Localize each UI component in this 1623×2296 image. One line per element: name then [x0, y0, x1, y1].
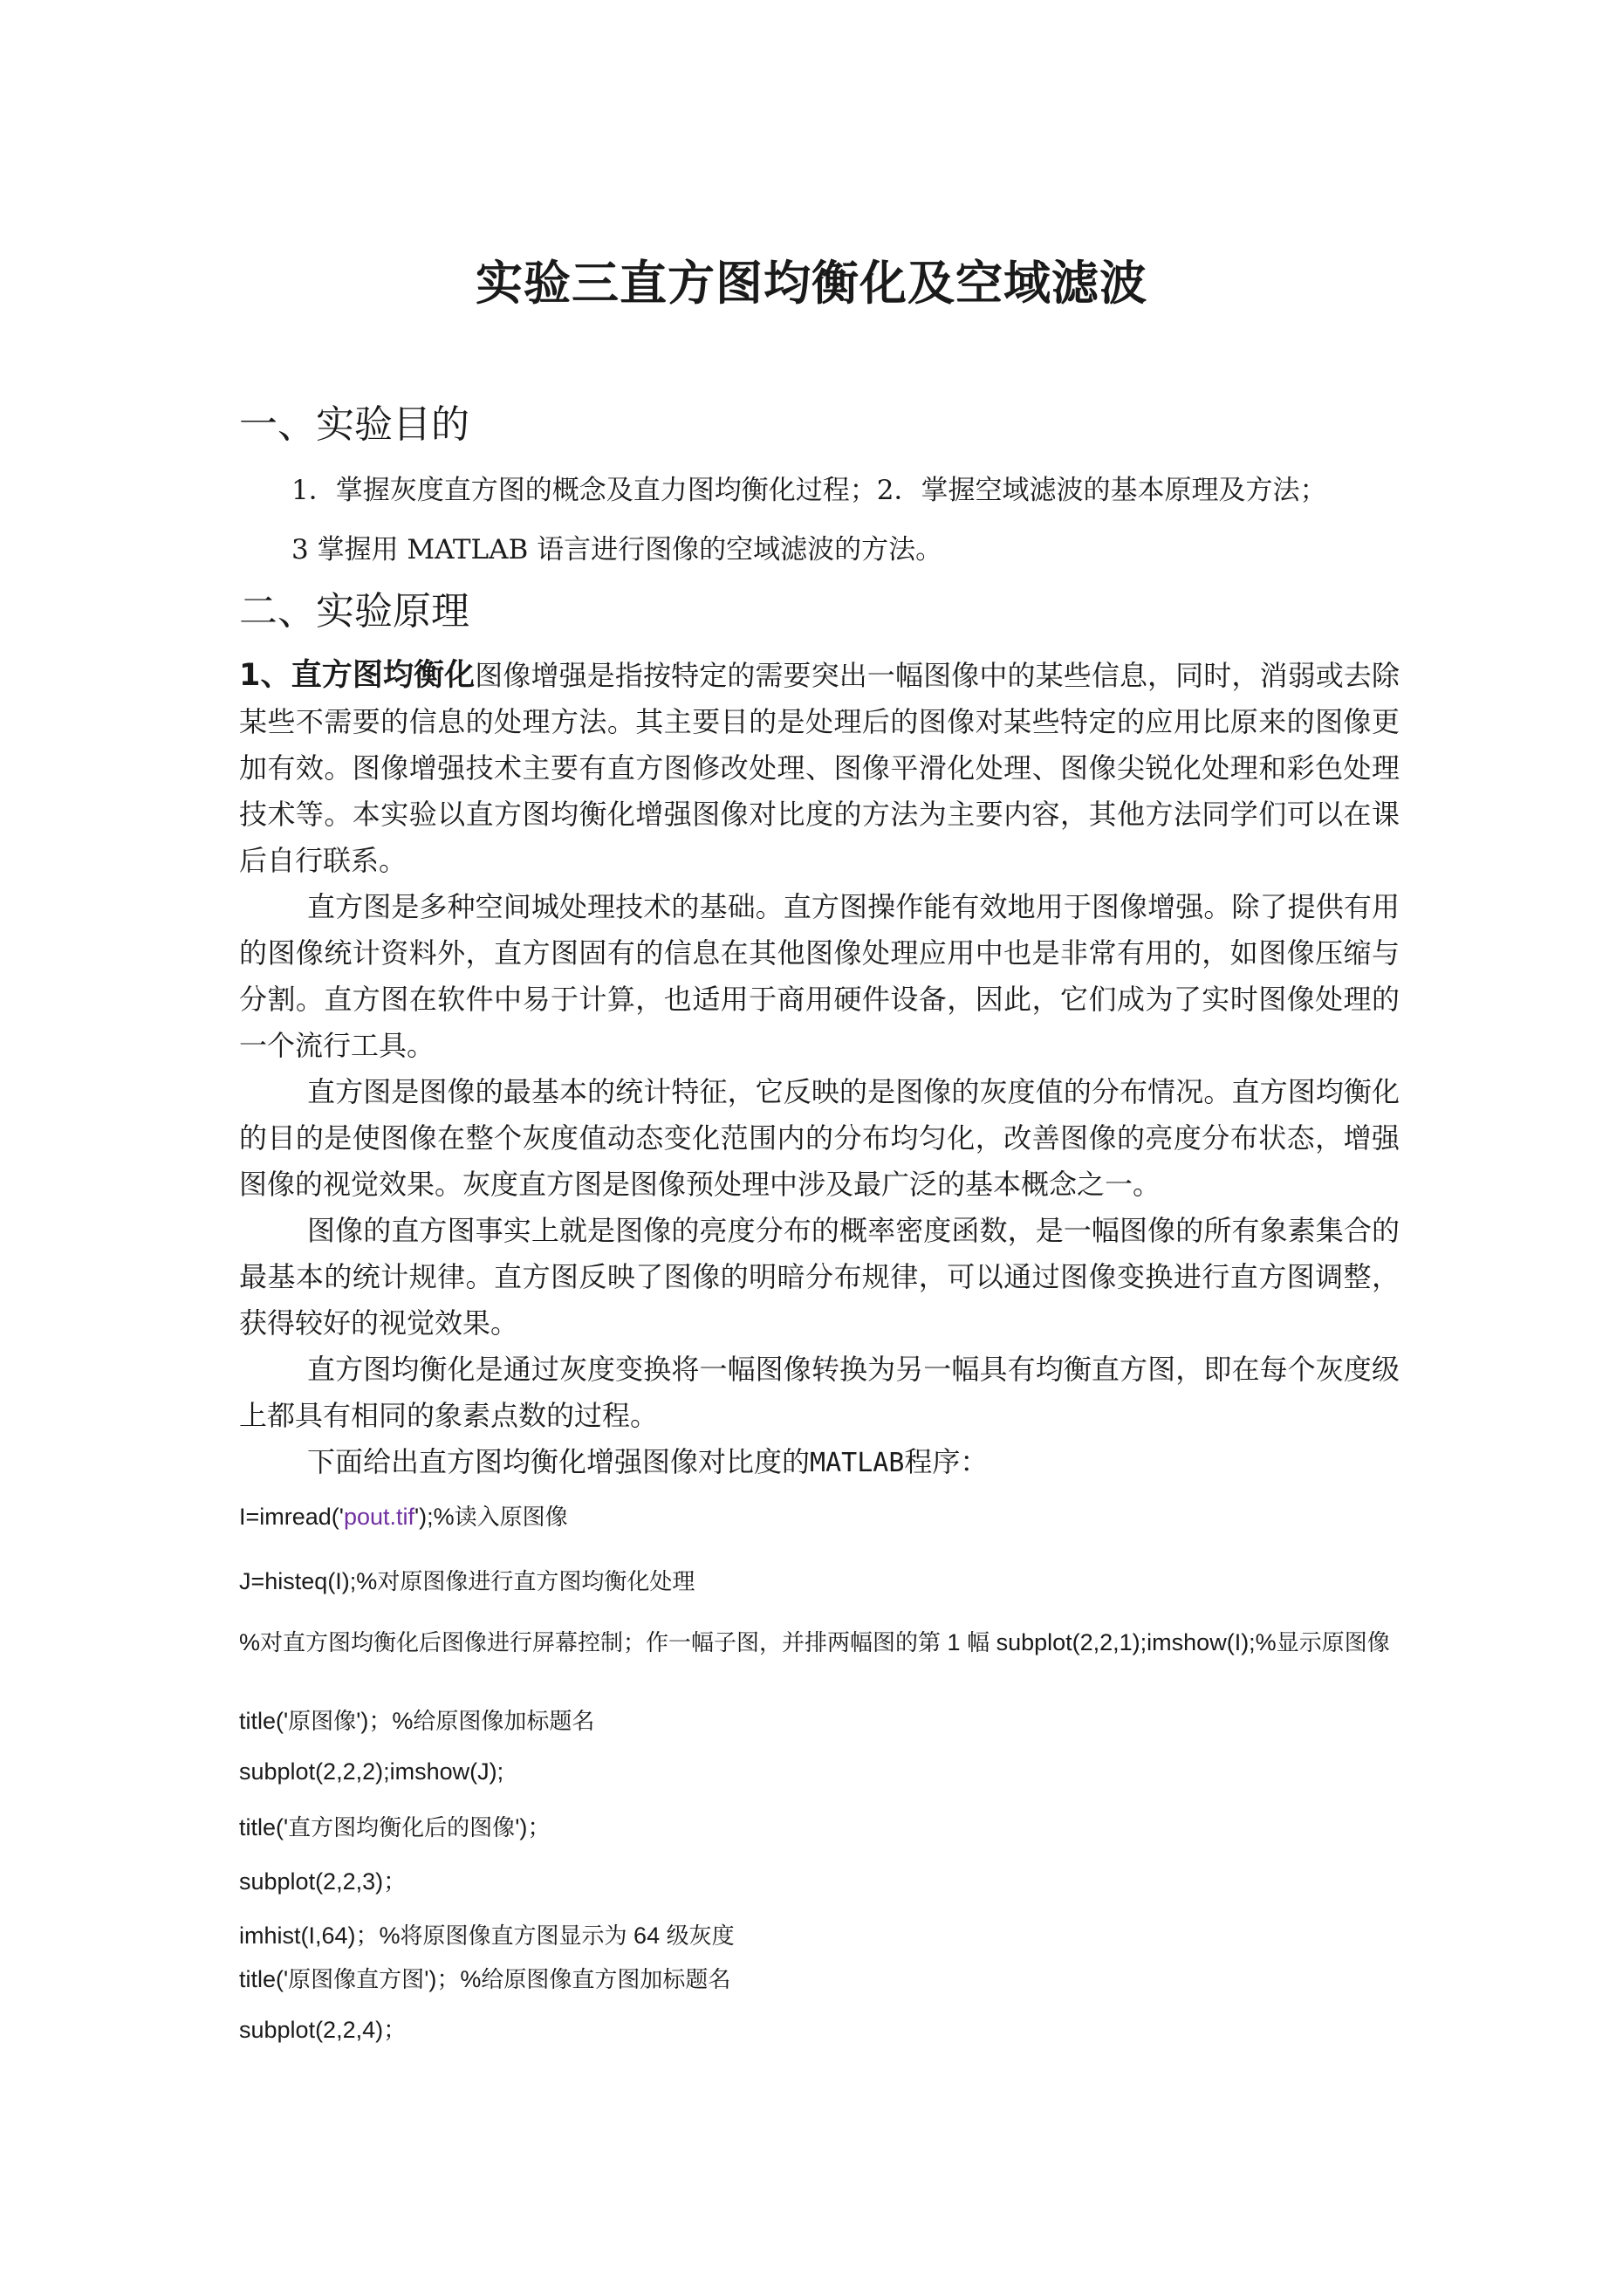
subsection-title: 1、直方图均衡化 — [239, 658, 476, 693]
code-line-5: subplot(2,2,2);imshow(J); — [239, 1758, 504, 1785]
paragraph-4: 图像的直方图事实上就是图像的亮度分布的概率密度函数，是一幅图像的所有象素集合的最基本的统计规律。直方图反映了图像的明暗分布规律，可以通过图像变换进行直方图调整，获得较好的视觉效果。 — [239, 1214, 1400, 1340]
paragraph-5: 直方图均衡化是通过灰度变换将一幅图像转换为另一幅具有均衡直方图，即在每个灰度级上都具有相同的象素点数的过程。 — [239, 1353, 1400, 1432]
objective-line-2: 3 掌握用 MATLAB 语言进行图像的空域滤波的方法。 — [291, 534, 943, 565]
code-line-6: title('直方图均衡化后的图像')； — [239, 1814, 551, 1841]
paragraph-1 — [239, 653, 1400, 884]
document-title: 实验三直方图均衡化及空域滤波 — [476, 256, 1147, 311]
paragraph-6-text-a: 下面给出直方图均衡化增强图像对比度的 — [307, 1445, 811, 1478]
paragraph-2: 直方图是多种空间城处理技术的基础。直方图操作能有效地用于图像增强。除了提供有用的图像统计资料外，直方图固有的信息在其他图像处理应用中也是非常有用的，如图像压缩与分割。直方图在软件中易于计算，也适用于商用硬件设备，因此，它们成为了实时图像处理的一个流行工具。 — [239, 890, 1400, 1062]
paragraph-6 — [239, 1439, 1400, 1486]
code-line-4: title('原图像')；%给原图像加标题名 — [239, 1708, 595, 1735]
paragraph-3: 直方图是图像的最基本的统计特征，它反映的是图像的灰度值的分布情况。直方图均衡化的目的是使图像在整个灰度值动态变化范围内的分布均匀化，改善图像的亮度分布状态，增强图像的视觉效果。灰度直方图是图像预处理中涉及最广泛的基本概念之一。 — [239, 1075, 1400, 1201]
section-heading-objectives: 一、实验目的 — [239, 402, 469, 447]
code-line-9: title('原图像直方图')；%给原图像直方图加标题名 — [239, 1966, 731, 1993]
objective-line-1: 1．掌握灰度直方图的概念及直力图均衡化过程；2．掌握空域滤波的基本原理及方法； — [291, 475, 1327, 506]
code-line-2: J=histeq(I);%对原图像进行直方图均衡化处理 — [239, 1568, 695, 1595]
code-line-8: imhist(I,64)；%将原图像直方图显示为 64 级灰度 — [239, 1922, 735, 1950]
paragraph-6-text-b: 程序： — [904, 1445, 989, 1478]
code-line-3: %对直方图均衡化后图像进行屏幕控制；作一幅子图，并排两幅图的第 1 幅 subplot(2,2,1);imshow(I);%显示原图像 — [239, 1629, 1390, 1656]
code-line-1: I=imread('pout.tif');%读入原图像 — [239, 1504, 568, 1531]
paragraph-1-text: 图像增强是指按特定的需要突出一幅图像中的某些信息，同时，消弱或去除某些不需要的信息的处理方法。其主要目的是处理后的图像对某些特定的应用比原来的图像更加有效。图像增强技术主要有直方图修改处理、图像平滑化处理、图像尖锐化处理和彩色处理技术等。本实验以直方图均衡化增强图像对比度的方法为主要内容，其他方法同学们可以在课后自行联系。 — [239, 659, 1400, 877]
code-string: pout.tif — [343, 1504, 415, 1530]
code-line-10: subplot(2,2,4)； — [239, 2017, 407, 2043]
paragraph-6-matlab: MATLAB — [810, 1448, 905, 1478]
principles-body — [239, 653, 1400, 1486]
section-heading-principles: 二、实验原理 — [239, 589, 469, 634]
code-line-7: subplot(2,2,3)； — [239, 1868, 407, 1895]
